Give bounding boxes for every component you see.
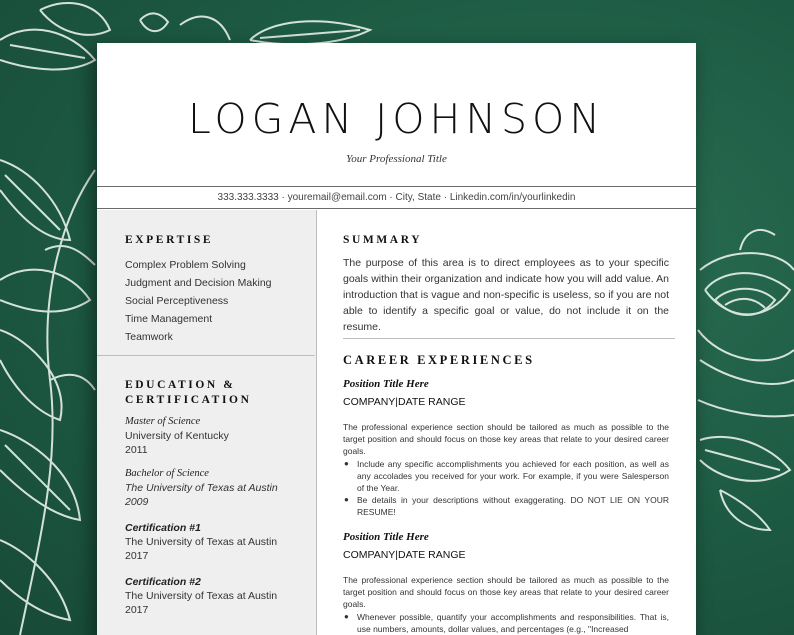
certification-entry [125,575,305,617]
certification-name: Certification #2 [125,576,201,588]
summary-heading: SUMMARY [343,234,423,246]
job-description: The professional experience section should be tailored as much as possible to the target position and should focus on those key areas that relate to your desired career goals. [343,575,669,609]
summary-text: The purpose of this area is to direct employees as to your specific goals within their organization and indicate how you will add value. An introduction that is vague and non-specific is useless, so if you are not able to identify a specific goal or value, do not include it on the resume. [343,257,669,333]
divider [343,338,675,339]
expertise-heading: EXPERTISE [125,234,214,246]
column-divider [316,210,317,635]
career-heading: CAREER EXPERIENCES [343,353,535,367]
expertise-item: Social Perceptiveness [125,295,229,307]
job-bullet [343,611,669,635]
degree-name: Bachelor of Science [125,468,209,479]
job-bullet [343,458,669,494]
left-sidebar [97,210,317,635]
bullet-dot-icon: ● [344,495,349,504]
bullet-dot-icon: ● [344,612,349,621]
job-entry [343,377,669,518]
bullet-dot-icon: ● [344,459,349,468]
education-heading: EDUCATION & CERTIFICATION [125,379,252,406]
expertise-item: Teamwork [125,331,173,343]
graduation-year: 2009 [125,496,149,508]
expertise-item: Complex Problem Solving [125,259,246,271]
divider [97,355,315,356]
certification-year: 2017 [125,550,149,562]
school-name: University of Kentucky [125,430,229,442]
certification-name: Certification #1 [125,522,201,534]
graduation-year: 2011 [125,444,148,456]
job-title: Position Title Here [343,531,429,543]
professional-title: Your Professional Title [346,153,447,165]
bullet-text: Include any specific accomplishments you achieved for each position, as well as any accolades you received for your work. For example, if you were Salesperson of the Year. [357,459,669,493]
job-bullet [343,494,669,518]
expertise-list [125,256,272,346]
school-name: The University of Texas at Austin [125,536,278,548]
job-bullets [343,611,669,635]
school-name: The University of Texas at Austin [125,482,278,494]
expertise-item: Time Management [125,313,213,325]
resume-page [97,43,696,635]
education-entry [125,467,305,509]
education-entry [125,415,305,457]
job-company: COMPANY|DATE RANGE [343,396,466,408]
expertise-item: Judgment and Decision Making [125,277,272,289]
contact-bar: 333.333.3333 · youremail@email.com · City, State · Linkedin.com/in/yourlinkedin [97,186,696,209]
degree-name: Master of Science [125,416,201,427]
certification-year: 2017 [125,604,149,616]
job-title: Position Title Here [343,378,429,390]
job-entry [343,530,669,635]
bullet-text: Whenever possible, quantify your accomplishments and responsibilities. That is, use numbers, amounts, dollar values, and percentages (e.g., "Increased [357,612,669,634]
bullet-text: Be details in your descriptions without exaggerating. DO NOT LIE ON YOUR RESUME! [357,495,669,517]
certification-entry [125,521,305,563]
job-bullets [343,458,669,518]
resume-name: LOGAN JOHNSON [187,95,605,143]
job-description: The professional experience section should be tailored as much as possible to the target position and should focus on those key areas that relate to your desired career goals. [343,422,669,456]
job-company: COMPANY|DATE RANGE [343,549,466,561]
school-name: The University of Texas at Austin [125,590,278,602]
